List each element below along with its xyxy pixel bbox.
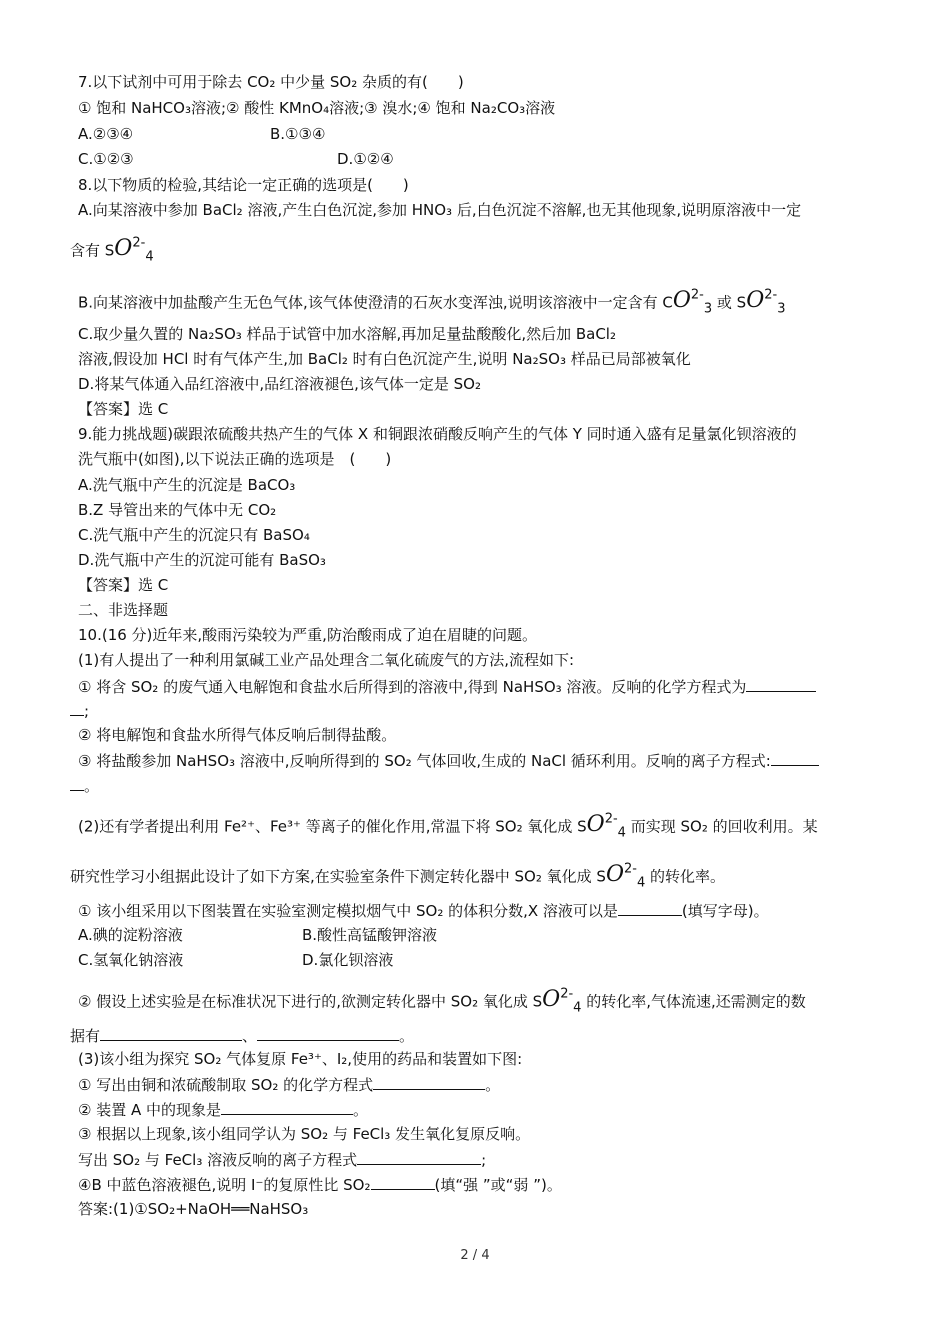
- sulfate-ion: $O^{2-}_4$: [542, 987, 582, 1016]
- answer-blank: [221, 1099, 353, 1115]
- q10-option-c: C.氢氧化钠溶液: [78, 951, 184, 969]
- q10-answer: 答案:(1)①SO₂+NaOH══NaHSO₃: [78, 1200, 309, 1218]
- q9-answer: 【答案】选 C: [78, 576, 169, 594]
- q7-option-c: C.①②③: [78, 150, 134, 168]
- q10-part2-step2: ② 假设上述实验是在标准状况下进行的,欲测定转化器中 SO₂ 氧化成 $SO^{2-}_4$ 的转化率,气体流速,还需测定的数: [78, 987, 806, 1016]
- answer-blank: [100, 1025, 242, 1041]
- q7-option-d: D.①②④: [337, 150, 394, 168]
- sulfate-ion: $O^{2-}_4$: [605, 862, 646, 891]
- q8-stem: 8.以下物质的检验,其结论一定正确的选项是( ): [78, 176, 409, 194]
- answer-blank: [257, 1025, 399, 1041]
- q8-option-c-line1: C.取少量久置的 Na₂SO₃ 样品于试管中加水溶解,再加足量盐酸酸化,然后加 BaCl₂: [78, 325, 616, 343]
- q10-part1-step3-end: 。: [70, 775, 890, 796]
- q8-option-c-line2: 溶液,假设加 HCl 时有气体产生,加 BaCl₂ 时有白色沉淀产生,说明 Na₂SO₃ 样品已局部被氧化: [78, 350, 691, 368]
- q8-option-d: D.将某气体通入品红溶液中,品红溶液褪色,该气体一定是 SO₂: [78, 375, 481, 393]
- q9-stem-line2: 洗气瓶中(如图),以下说法正确的选项是 ( ): [78, 450, 392, 468]
- q10-part1-step1-end: ;: [70, 700, 890, 721]
- answer-blank: [70, 775, 84, 791]
- q10-part3-intro: (3)该小组为探究 SO₂ 气体复原 Fe³⁺、I₂,使用的药品和装置如下图:: [78, 1050, 523, 1068]
- q10-part1-intro: (1)有人提出了一种利用氯碱工业产品处理含二氧化硫废气的方法,流程如下:: [78, 651, 575, 669]
- q9-stem-line1: 9.能力挑战题)碳跟浓硫酸共热产生的气体 X 和铜跟浓硝酸反响产生的气体 Y 同时通入盛有足量氯化钡溶液的: [78, 425, 797, 443]
- q10-part1-step3: ③ 将盐酸参加 NaHSO₃ 溶液中,反响所得到的 SO₂ 气体回收,生成的 NaCl 循环利用。反响的离子方程式:: [78, 750, 898, 771]
- q7-reagents: ① 饱和 NaHCO₃溶液;② 酸性 KMnO₄溶液;③ 溴水;④ 饱和 Na₂CO₃溶液: [78, 99, 556, 117]
- carbonate-ion: $O^{2-}_3$: [672, 288, 713, 317]
- section-heading: 二、非选择题: [78, 601, 169, 619]
- q9-option-b: B.Z 导管出来的气体中无 CO₂: [78, 501, 277, 519]
- q10-part3-step2: ② 装置 A 中的现象是 。: [78, 1101, 369, 1119]
- q10-option-d: D.氯化钡溶液: [302, 951, 394, 969]
- q8-option-b: B.向某溶液中加盐酸产生无色气体,该气体使澄清的石灰水变浑浊,说明该溶液中一定含有 $CO^{2-}_3$ 或 $SO^{2-}_3$: [78, 288, 786, 317]
- q10-part2-step1: ① 该小组采用以下图装置在实验室测定模拟烟气中 SO₂ 的体积分数,X 溶液可以是 (填写字母)。: [78, 902, 769, 920]
- q10-part2-options-ab: [78, 925, 898, 945]
- q10-part1-step1: ① 将含 SO₂ 的废气通入电解饱和食盐水后所得到的溶液中,得到 NaHSO₃ 溶液。反响的化学方程式为: [78, 676, 898, 697]
- answer-blank: [771, 750, 819, 766]
- q10-part3-step3b: 写出 SO₂ 与 FeCl₃ 溶液反响的离子方程式 ;: [78, 1151, 487, 1169]
- answer-blank: [371, 1174, 435, 1190]
- answer-blank: [357, 1149, 481, 1165]
- q10-part1-step2: ② 将电解饱和食盐水所得气体反响后制得盐酸。: [78, 726, 397, 744]
- sulfate-ion: $O^{2-}_4$: [586, 812, 626, 841]
- q10-part2-step2-end: 据有 、 。: [70, 1027, 415, 1045]
- q8-answer: 【答案】选 C: [78, 400, 169, 418]
- answer-blank: [618, 900, 682, 916]
- q10-stem: 10.(16 分)近年来,酸雨污染较为严重,防治酸雨成了迫在眉睫的问题。: [78, 626, 537, 644]
- q10-option-a: A.碘的淀粉溶液: [78, 926, 183, 944]
- q10-part2-options-cd: [78, 950, 898, 970]
- q7-options-ab: [78, 124, 898, 144]
- q8-option-a-line2: 含有 $SO^{2-}_4$: [70, 236, 154, 265]
- q10-option-b: B.酸性高锰酸钾溶液: [302, 926, 438, 944]
- q10-part3-step4: ④B 中蓝色溶液褪色,说明 I⁻的复原性比 SO₂ (填“强 ”或“弱 ”)。: [78, 1176, 562, 1194]
- q9-option-d: D.洗气瓶中产生的沉淀可能有 BaSO₃: [78, 551, 326, 569]
- answer-blank: [746, 676, 816, 692]
- q7-option-a: A.②③④: [78, 125, 134, 143]
- q9-option-c: C.洗气瓶中产生的沉淀只有 BaSO₄: [78, 526, 310, 544]
- q10-part3-step1: ① 写出由铜和浓硫酸制取 SO₂ 的化学方程式 。: [78, 1076, 501, 1094]
- q9-option-a: A.洗气瓶中产生的沉淀是 BaCO₃: [78, 476, 296, 494]
- q7-options-cd: [78, 149, 898, 169]
- q10-part2-line1: (2)还有学者提出利用 Fe²⁺、Fe³⁺ 等离子的催化作用,常温下将 SO₂ 氧化成 $SO^{2-}_4$ 而实现 SO₂ 的回收利用。某: [78, 812, 818, 841]
- q8-option-a-line1: A.向某溶液中参加 BaCl₂ 溶液,产生白色沉淀,参加 HNO₃ 后,白色沉淀不溶解,也无其他现象,说明原溶液中一定: [78, 201, 802, 219]
- q10-part2-line2: 研究性学习小组据此设计了如下方案,在实验室条件下测定转化器中 SO₂ 氧化成 $SO^{2-}_4$ 的转化率。: [70, 862, 726, 891]
- q7-option-b: B.①③④: [270, 125, 326, 143]
- sulfate-ion: $O^{2-}_4$: [114, 236, 154, 265]
- q7-stem: 7.以下试剂中可用于除去 CO₂ 中少量 SO₂ 杂质的有( ): [78, 73, 464, 91]
- answer-blank: [70, 700, 84, 716]
- page-number: 2 / 4: [460, 1248, 490, 1263]
- q10-part3-step3: ③ 根据以上现象,该小组同学认为 SO₂ 与 FeCl₃ 发生氧化复原反响。: [78, 1125, 531, 1143]
- answer-blank: [373, 1074, 485, 1090]
- sulfite-ion: $O^{2-}_3$: [746, 288, 786, 317]
